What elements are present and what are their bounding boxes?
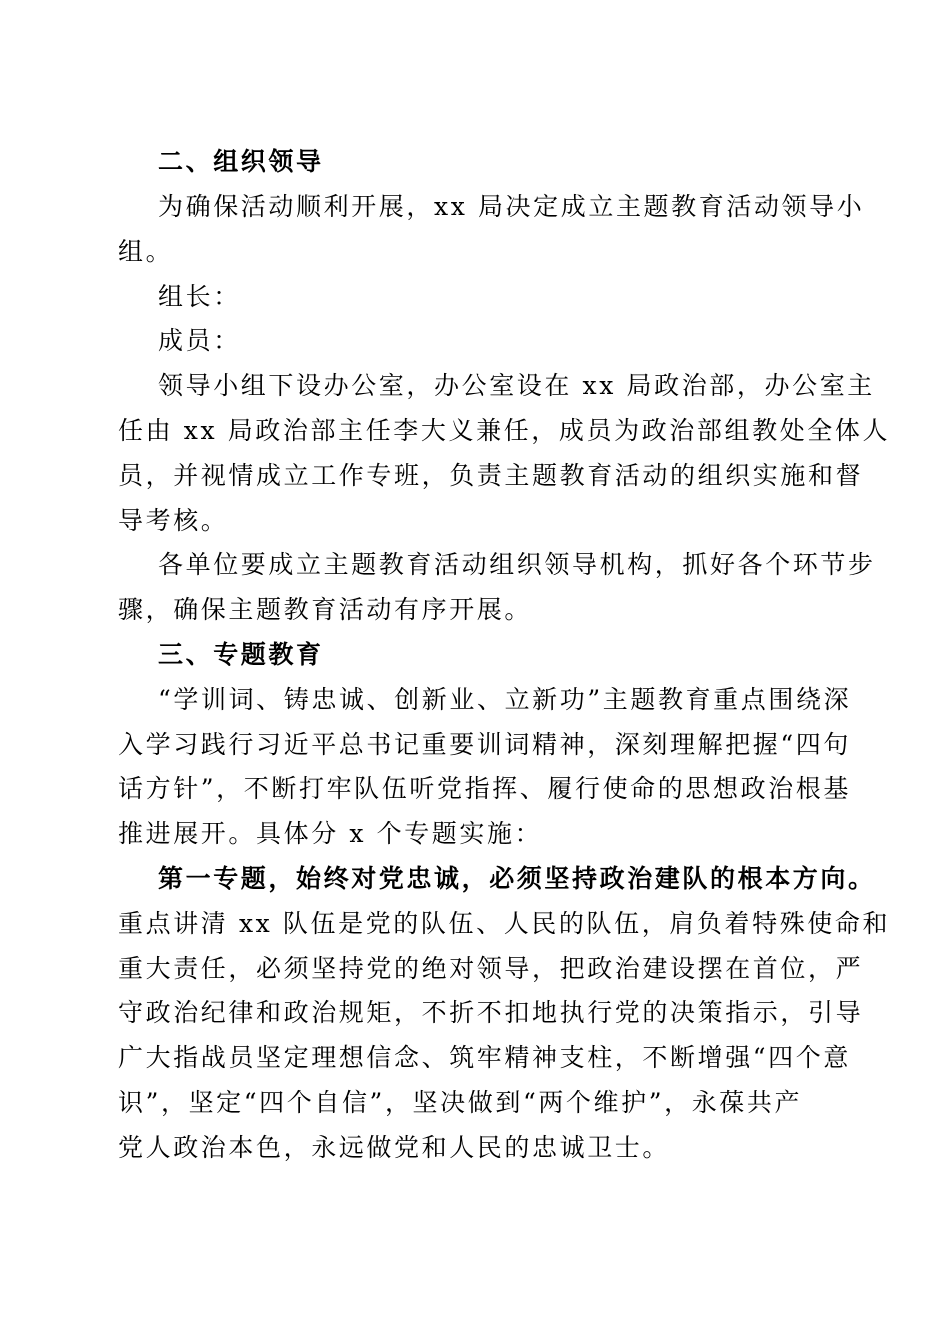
paragraph-line: 广大指战员坚定理想信念、筑牢精神支柱，不断增强“四个意 [118, 1043, 851, 1072]
paragraph-line: 组。 [118, 237, 174, 266]
first-topic-heading: 第一专题，始终对党忠诚，必须坚持政治建队的根本方向。 [158, 864, 876, 893]
paragraph-line: 入学习践行习近平总书记重要训词精神，深刻理解把握“四句 [118, 730, 851, 759]
paragraph-line: 领导小组下设办公室，办公室设在 xx 局政治部，办公室主 [158, 371, 875, 400]
paragraph-line: 守政治纪律和政治规矩，不折不扣地执行党的决策指示，引导 [118, 998, 864, 1027]
paragraph-line: 为确保活动顺利开展，xx 局决定成立主题教育活动领导小 [158, 192, 865, 221]
paragraph-line: 党人政治本色，永远做党和人民的忠诚卫士。 [118, 1133, 671, 1162]
members-label: 成员： [158, 326, 241, 355]
paragraph-line: 骤，确保主题教育活动有序开展。 [118, 595, 533, 624]
paragraph-line: 员，并视情成立工作专班，负责主题教育活动的组织实施和督 [118, 461, 864, 490]
team-leader-label: 组长： [158, 282, 241, 311]
paragraph-line: 重大责任，必须坚持党的绝对领导，把政治建设摆在首位，严 [118, 954, 864, 983]
paragraph-line: 推进展开。具体分 x 个专题实施： [118, 819, 543, 848]
paragraph-line: 任由 xx 局政治部主任李大义兼任，成员为政治部组教处全体人 [118, 416, 891, 445]
section-heading-topic-education: 三、专题教育 [158, 640, 324, 669]
section-heading-organization: 二、组织领导 [158, 147, 324, 176]
paragraph-line: 各单位要成立主题教育活动组织领导机构，抓好各个环节步 [158, 550, 876, 579]
paragraph-line: 识”，坚定“四个自信”，坚决做到“两个维护”，永葆共产 [118, 1088, 803, 1117]
paragraph-line: 导考核。 [118, 506, 229, 535]
paragraph-line: 重点讲清 xx 队伍是党的队伍、人民的队伍，肩负着特殊使命和 [118, 909, 891, 938]
paragraph-line: 话方针”，不断打牢队伍听党指挥、履行使命的思想政治根基 [118, 774, 851, 803]
paragraph-line: “学训词、铸忠诚、创新业、立新功”主题教育重点围绕深 [158, 685, 852, 714]
